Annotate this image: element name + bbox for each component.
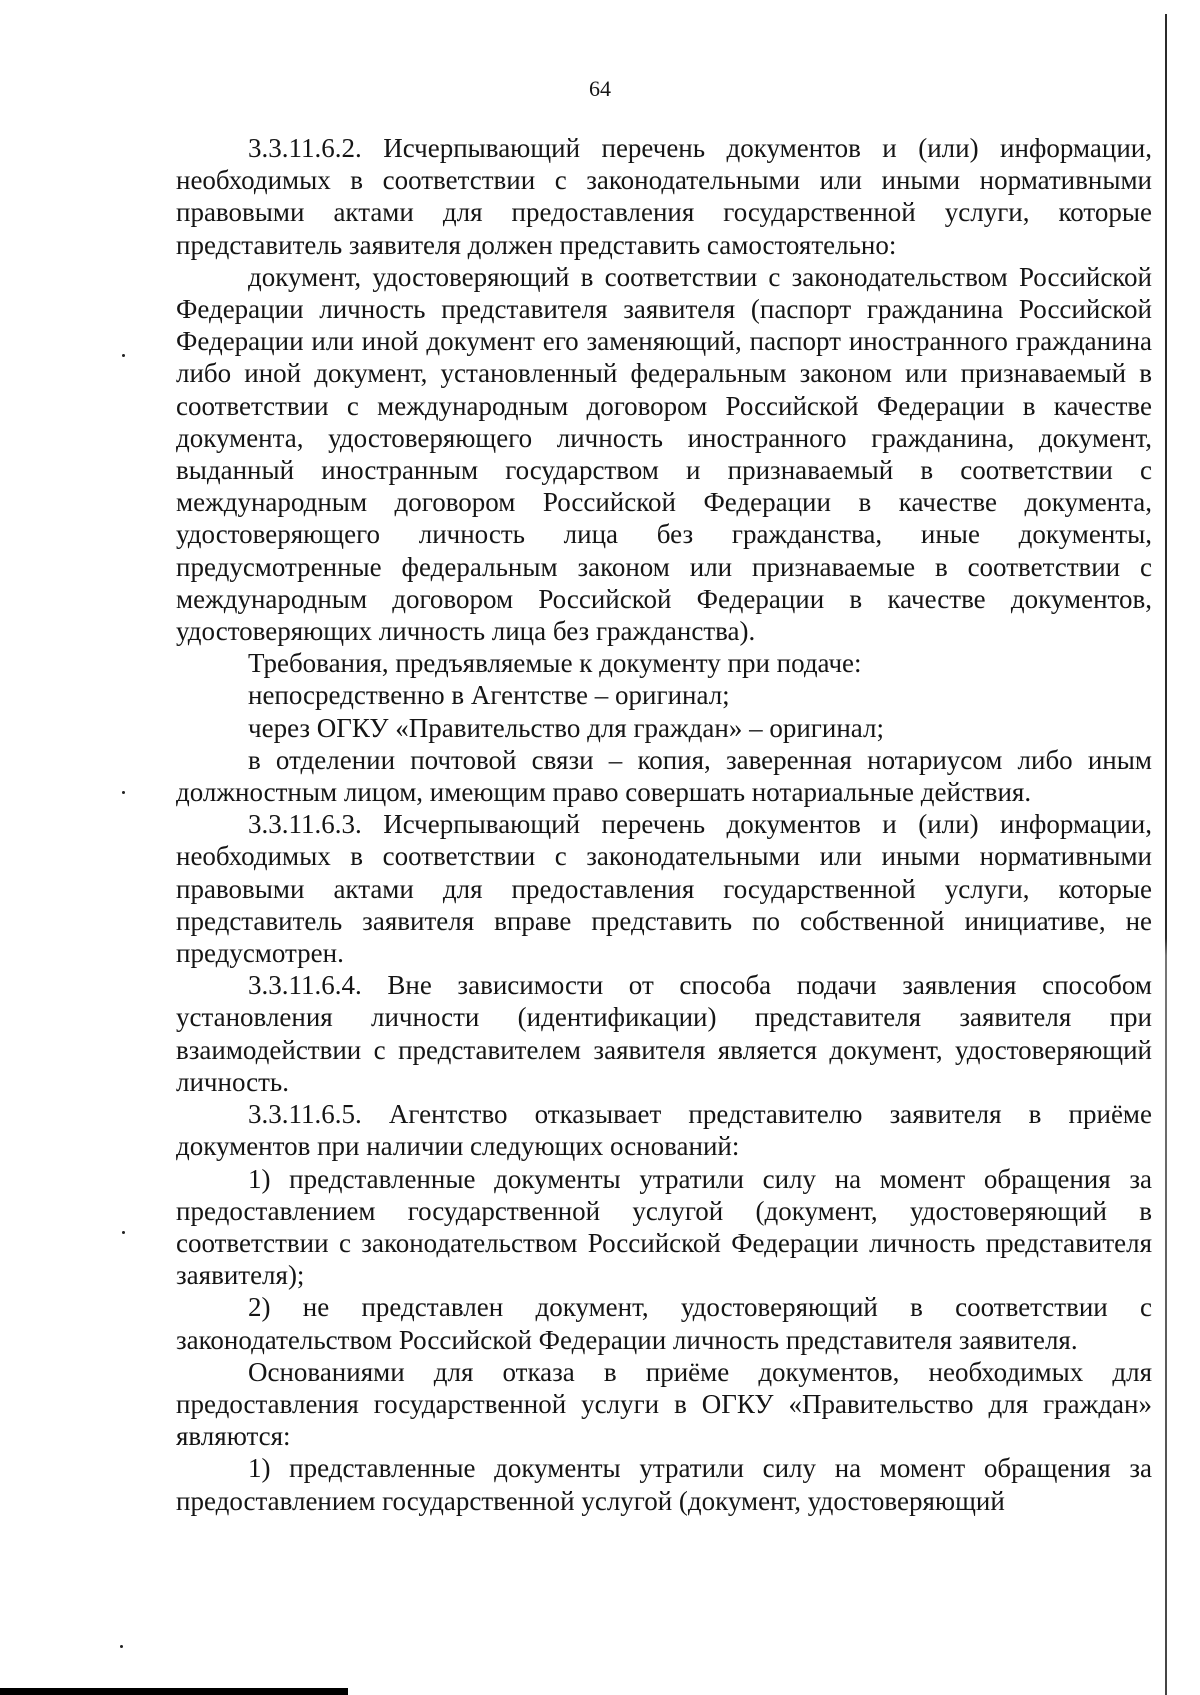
paragraph-3-3-11-6-2: 3.3.11.6.2. Исчерпывающий перечень документов и (или) информации, необходимых в соответствии с законодательными или иными нормативными правовыми актами для предоставления государственной услуги, которые представитель заявителя должен представить самостоятельно: xyxy=(176,133,1152,260)
paragraph-requirement-ogku: через ОГКУ «Правительство для граждан» – оригинал; xyxy=(248,712,884,743)
paragraph-requirement-post: в отделении почтовой связи – копия, заверенная нотариусом либо иным должностным лицом, имеющим право совершать нотариальные действия. xyxy=(176,744,1152,808)
paragraph-ogku-refusal-grounds: Основаниями для отказа в приёме документов, необходимых для предоставления государственной услуги в ОГКУ «Правительство для граждан» являются: xyxy=(176,1356,1152,1452)
paragraph-identity-document: документ, удостоверяющий в соответствии с законодательством Российской Федерации личность представителя заявителя (паспорт гражданина Российской Федерации или иной документ его заменяющий, паспорт иностранного гражданина либо иной документ, установленный федеральным законом или признаваемый в соответствии с международным договором Российской Федерации в качестве документа, удостоверяющего личность иностранного гражданина, документ, выданный иностранным государством и признаваемый в соответствии с международным договором Российской Федерации в качестве документа, удостоверяющего личность лица без гражданства, иные документы, предусмотренные федеральным законом или признаваемые в соответствии с международным договором Российской Федерации в качестве документов, удостоверяющих личность лица без гражданства). xyxy=(176,261,1152,647)
scan-speck xyxy=(122,1231,125,1234)
paragraph-refusal-reason-2: 2) не представлен документ, удостоверяющий в соответствии с законодательством Российской Федерации личность представителя заявителя. xyxy=(176,1292,1152,1355)
page-number: 64 xyxy=(589,76,611,101)
document-body xyxy=(176,132,1152,1517)
scan-bottom-bar xyxy=(0,1688,348,1695)
paragraph-3-3-11-6-4: 3.3.11.6.4. Вне зависимости от способа подачи заявления способом установления личности (идентификации) представителя заявителя при взаимодействии с представителем заявителя является документ, удостоверяющий личность. xyxy=(176,970,1152,1097)
scan-speck xyxy=(122,354,125,357)
scan-edge-line xyxy=(1165,14,1167,1695)
paragraph-ogku-refusal-reason-1: 1) представленные документы утратили силу на момент обращения за предоставлением государственной услугой (документ, удостоверяющий xyxy=(176,1453,1152,1516)
scan-speck xyxy=(122,791,125,794)
paragraph-3-3-11-6-3: 3.3.11.6.3. Исчерпывающий перечень документов и (или) информации, необходимых в соответствии с законодательными или иными нормативными правовыми актами для предоставления государственной услуги, которые представитель заявителя вправе представить по собственной инициативе, не предусмотрен. xyxy=(176,809,1152,969)
paragraph-refusal-reason-1: 1) представленные документы утратили силу на момент обращения за предоставлением государственной услугой (документ, удостоверяющий в соответствии с законодательством Российской Федерации личность представителя заявителя); xyxy=(176,1163,1152,1291)
paragraph-requirement-agency: непосредственно в Агентстве – оригинал; xyxy=(248,680,730,711)
paragraph-3-3-11-6-5: 3.3.11.6.5. Агентство отказывает представителю заявителя в приёме документов при наличии следующих оснований: xyxy=(176,1099,1152,1162)
scan-speck xyxy=(120,1645,123,1648)
paragraph-requirements-heading: Требования, предъявляемые к документу при подаче: xyxy=(248,648,862,679)
